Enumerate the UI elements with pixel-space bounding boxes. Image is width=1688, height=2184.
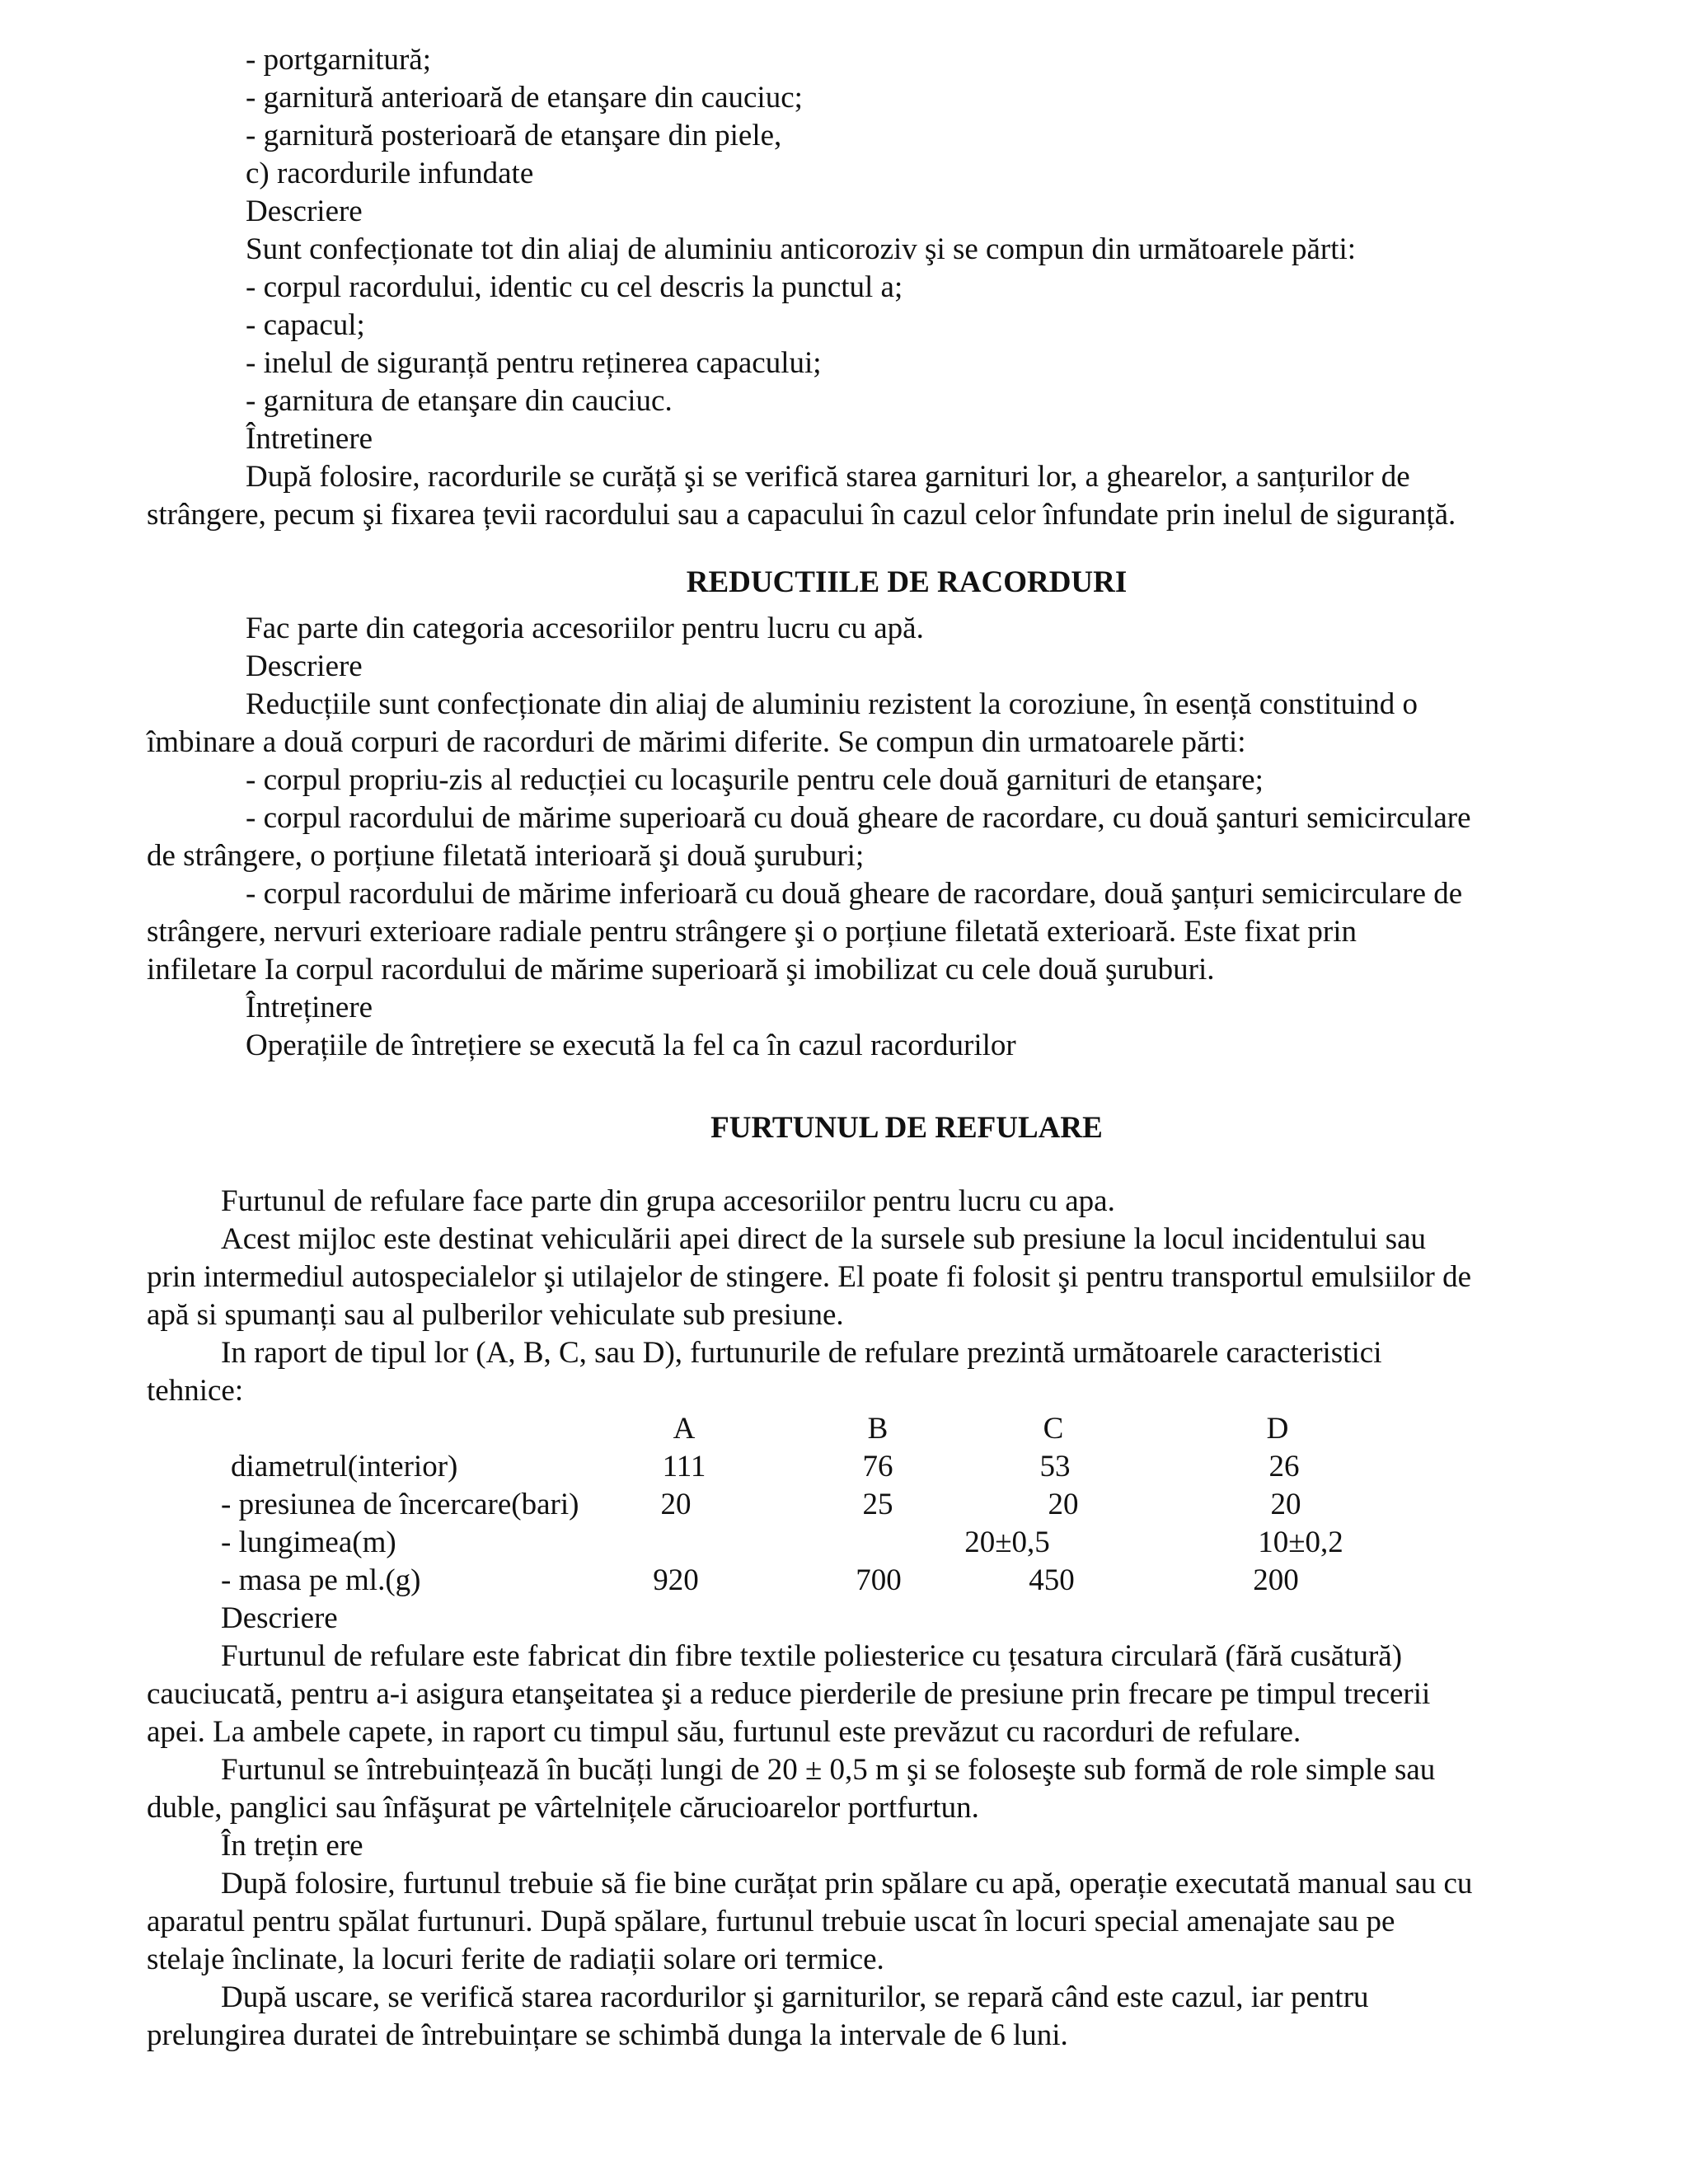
text-line: c) racordurile infundate	[246, 157, 534, 190]
table-cell: 20	[660, 1488, 692, 1521]
text-line: - portgarnitură;	[246, 43, 431, 77]
text-line: - corpul racordului de mărime superioară cu două gheare de racordare, cu două şanturi semicirculare	[246, 801, 1471, 835]
text-line: apei. La ambele capete, in raport cu timpul său, furtunul este prevăzut cu racorduri de refulare.	[147, 1715, 1301, 1749]
table-cell: 76	[862, 1450, 893, 1483]
table-cell: 20	[1270, 1488, 1301, 1521]
column-header: C	[1043, 1412, 1064, 1446]
text-line: În trețin ere	[221, 1829, 363, 1863]
table-cell: 700	[856, 1563, 902, 1597]
text-line: - garnitura de etanşare din cauciuc.	[246, 384, 673, 418]
row-label: - lungimea(m)	[221, 1526, 396, 1559]
table-cell: 10±0,2	[1258, 1526, 1343, 1559]
text-line: prelungirea duratei de întrebuințare se schimbă dunga la intervale de 6 luni.	[147, 2018, 1068, 2052]
text-line: După folosire, racordurile se curăță şi se verifică starea garnituri lor, a ghearelor, a sanțurilor de	[246, 460, 1410, 494]
text-line: Acest mijloc este destinat vehiculării apei direct de la sursele sub presiune la locul incidentului sau	[221, 1222, 1427, 1256]
table-cell: 20±0,5	[964, 1526, 1050, 1559]
row-label: - presiunea de încercare(bari)	[221, 1488, 579, 1521]
text-line: aparatul pentru spălat furtunuri. După spălare, furtunul trebuie uscat în locuri special amenajate sau pe	[147, 1905, 1395, 1938]
section-heading: REDUCTIILE DE RACORDURI	[686, 565, 1128, 599]
text-line: - inelul de siguranță pentru reținerea capacului;	[246, 346, 822, 380]
table-cell: 920	[653, 1563, 699, 1597]
table-cell: 20	[1048, 1488, 1079, 1521]
text-line: Descriere	[246, 649, 363, 683]
text-line: cauciucată, pentru a-i asigura etanşeitatea şi a reduce pierderile de presiune prin frecare pe timpul trecerii	[147, 1677, 1431, 1711]
column-header: D	[1266, 1412, 1289, 1446]
table-cell: 200	[1253, 1563, 1299, 1597]
text-line: - garnitură anterioară de etanşare din cauciuc;	[246, 81, 803, 115]
table-cell: 53	[1039, 1450, 1071, 1483]
text-line: strângere, nervuri exterioare radiale pentru strângere şi o porțiune filetată exterioară. Este fixat prin	[147, 915, 1357, 949]
text-line: Furtunul se întrebuințează în bucăți lungi de 20 ± 0,5 m şi se foloseşte sub formă de role simple sau	[221, 1753, 1436, 1787]
text-line: După uscare, se verifică starea racordurilor şi garniturilor, se repară când este cazul, iar pentru	[221, 1980, 1369, 2014]
text-line: - capacul;	[246, 308, 365, 342]
text-line: apă si spumanți sau al pulberilor vehiculate sub presiune.	[147, 1298, 844, 1332]
text-line: Furtunul de refulare este fabricat din fibre textile poliesterice cu țesatura circulară (fără cusătură)	[221, 1639, 1403, 1673]
row-label: diametrul(interior)	[231, 1450, 458, 1483]
text-line: Sunt confecționate tot din aliaj de aluminiu anticoroziv şi se compun din următoarele părti:	[246, 232, 1357, 266]
text-line: Întreținere	[246, 991, 373, 1024]
text-line: - corpul racordului de mărime inferioară cu două gheare de racordare, două şanțuri semicirculare de	[246, 877, 1463, 911]
table-cell: 26	[1268, 1450, 1300, 1483]
text-line: Furtunul de refulare face parte din grupa accesoriilor pentru lucru cu apa.	[221, 1184, 1115, 1218]
text-line: - corpul propriu-zis al reducției cu locaşurile pentru cele două garnituri de etanşare;	[246, 763, 1264, 797]
text-line: prin intermediul autospecialelor şi utilajelor de stingere. El poate fi folosit şi pentru transportul emulsiilor de	[147, 1260, 1472, 1294]
text-line: - corpul racordului, identic cu cel descris la punctul a;	[246, 270, 903, 304]
text-line: Întretinere	[246, 422, 373, 456]
text-line: - garnitură posterioară de etanşare din piele,	[246, 119, 782, 152]
text-line: tehnice:	[147, 1374, 244, 1408]
text-line: duble, panglici sau înfăşurat pe vârtelnițele cărucioarelor portfurtun.	[147, 1791, 979, 1825]
text-line: După folosire, furtunul trebuie să fie bine curățat prin spălare cu apă, operație executată manual sau cu	[221, 1867, 1473, 1900]
text-line: Descriere	[246, 194, 363, 228]
column-header: A	[673, 1412, 696, 1446]
column-header: B	[867, 1412, 889, 1446]
text-line: Fac parte din categoria accesoriilor pentru lucru cu apă.	[246, 612, 924, 645]
text-line: îmbinare a două corpuri de racorduri de mărimi diferite. Se compun din urmatoarele părti:	[147, 725, 1246, 759]
text-line: Reducțiile sunt confecționate din aliaj de aluminiu rezistent la coroziune, în esență constituind o	[246, 687, 1418, 721]
text-line: In raport de tipul lor (A, B, C, sau D), furtunurile de refulare prezintă următoarele caracteristici	[221, 1336, 1382, 1370]
text-line: stelaje înclinate, la locuri ferite de radiații solare ori termice.	[147, 1943, 884, 1976]
text-line: strângere, pecum şi fixarea țevii racordului sau a capacului în cazul celor înfundate prin inelul de siguranță.	[147, 498, 1456, 532]
text-line: Descriere	[221, 1601, 338, 1635]
table-cell: 25	[862, 1488, 893, 1521]
row-label: - masa pe ml.(g)	[221, 1563, 421, 1597]
text-line: infiletare Ia corpul racordului de mărime superioară şi imobilizat cu cele două şuruburi.	[147, 953, 1215, 987]
table-cell: 450	[1029, 1563, 1075, 1597]
section-heading: FURTUNUL DE REFULARE	[710, 1111, 1103, 1145]
text-line: Operațiile de întrețiere se execută la fel ca în cazul racordurilor	[246, 1029, 1016, 1062]
text-line: de strângere, o porțiune filetată interioară şi două şuruburi;	[147, 839, 865, 873]
table-cell: 111	[662, 1450, 706, 1483]
